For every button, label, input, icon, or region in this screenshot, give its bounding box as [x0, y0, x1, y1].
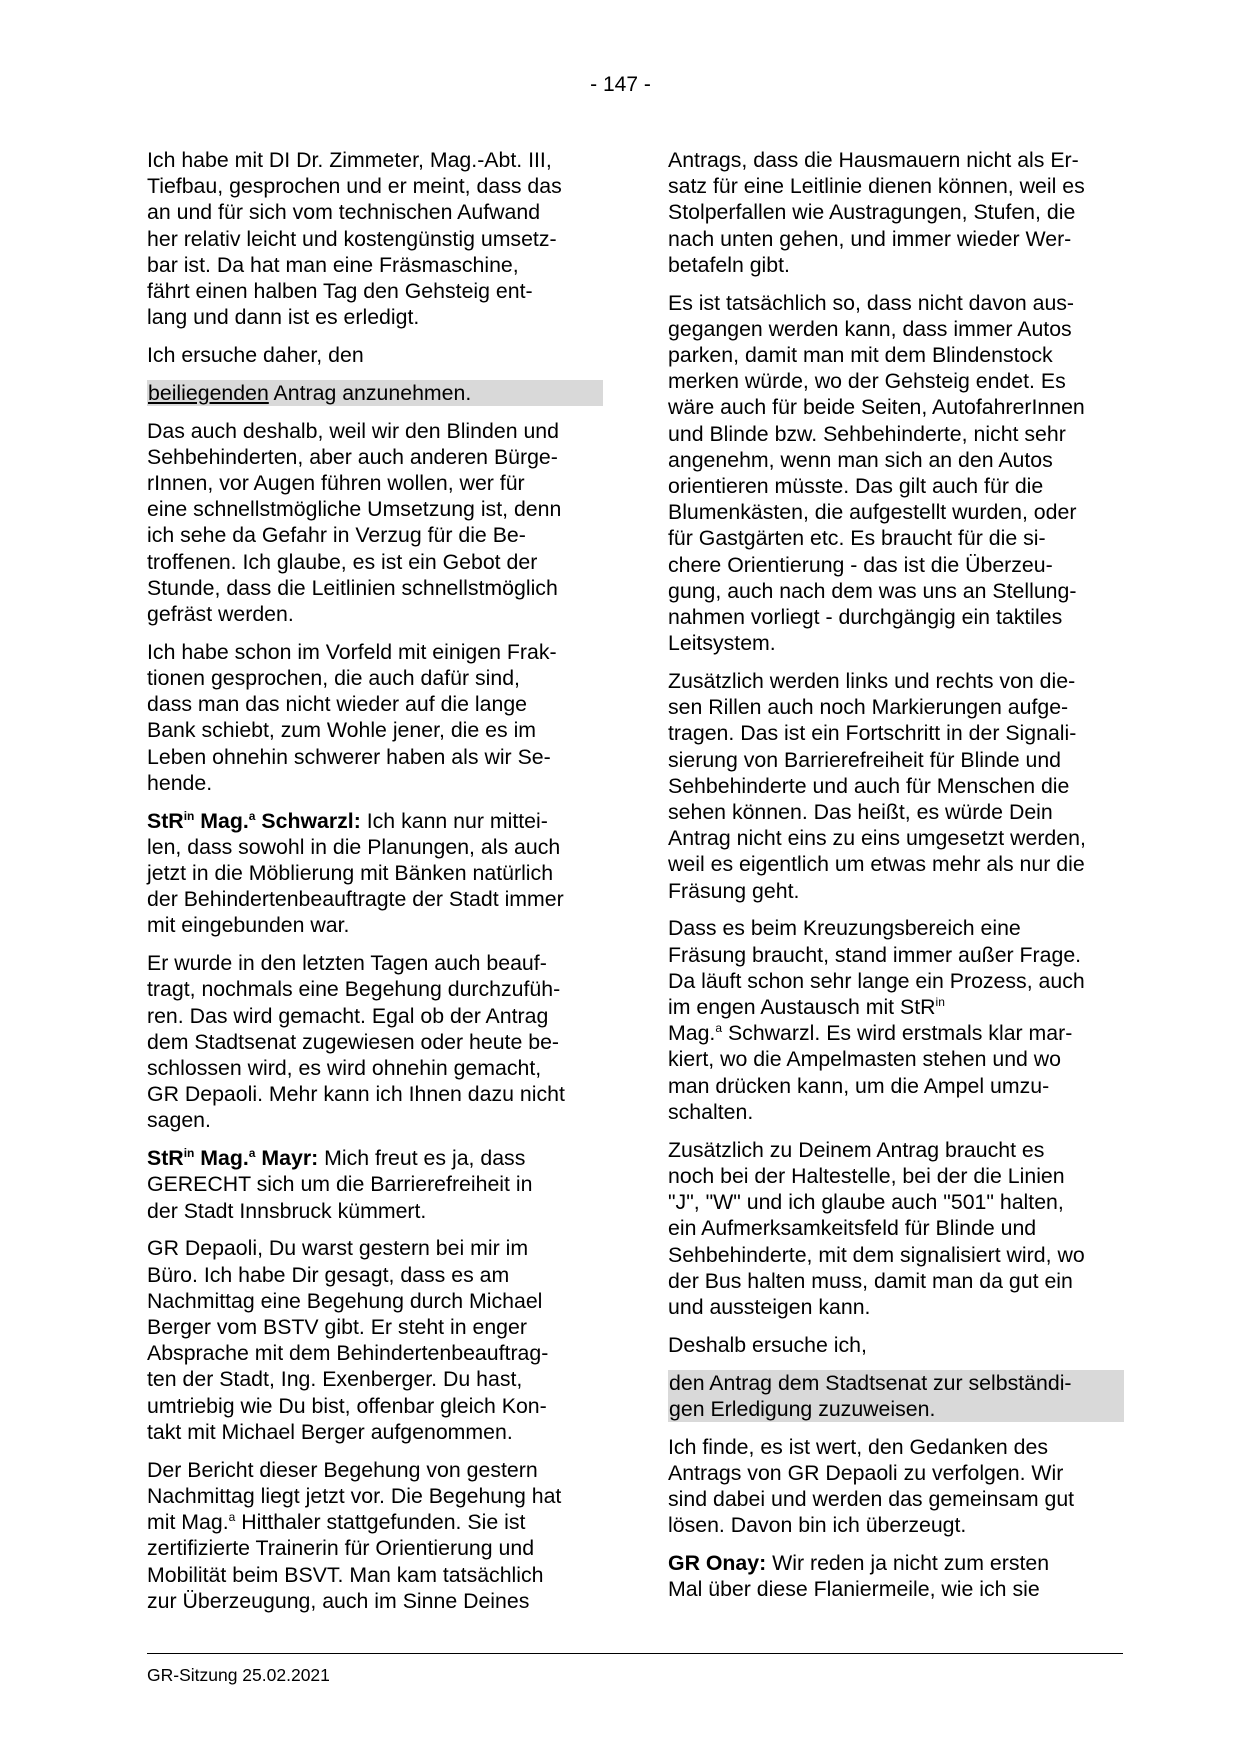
paragraph: Zusätzlich werden links und rechts von die- sen Rillen auch noch Markierungen aufge- tragen. Das ist ein Fortschritt in der Signali- sierung von Barrierefreiheit für Blinde und Sehbehinderte und auch für Menschen die sehen können. Das heißt, es würde Dein Antrag nicht eins zu eins umgesetzt werden, weil es eigentlich um etwas mehr als nur die Fräsung geht. — [668, 669, 1086, 903]
paragraph: Antrags, dass die Hausmauern nicht als Er- satz für eine Leitlinie dienen können, weil es Stolperfallen wie Austragungen, Stufen, die nach unten gehen, und immer wieder Wer- betafeln gibt. — [668, 148, 1085, 277]
footer-rule — [147, 1653, 1123, 1654]
footer-text: GR-Sitzung 25.02.2021 — [147, 1665, 330, 1685]
right-column — [668, 147, 1124, 1614]
speech-onay — [668, 1550, 1124, 1602]
paragraph: Er wurde in den letzten Tagen auch beauf- tragt, nochmals eine Begehung durchzufüh- ren. Das wird gemacht. Egal ob der Antrag dem Stadtsenat zugewiesen oder heute be- schlossen wird, es wird ohnehin gemacht, GR Depaoli. Mehr kann ich Ihnen dazu nicht sagen. — [147, 951, 565, 1133]
paragraph: GR Depaoli, Du warst gestern bei mir im Büro. Ich habe Dir gesagt, dass es am Nachmittag eine Begehung durch Michael Berger vom BSTV gibt. Er steht in enger Absprache mit dem Behindertenbeauftrag- ten der Stadt, Ing. Exenberger. Du hast, umtriebig wie Du bist, offenbar gleich Kon- takt mit Michael Berger aufgenommen. — [147, 1236, 549, 1444]
underlined-word: beiliegenden — [148, 380, 269, 405]
speech-schwarzl — [147, 808, 603, 939]
left-column — [147, 147, 603, 1626]
speech-text: Wir reden ja nicht zum ersten — [766, 1550, 1050, 1575]
paragraph: Es ist tatsächlich so, dass nicht davon aus- gegangen werden kann, dass immer Autos parken, damit man mit dem Blindenstock merken würde, wo der Gehsteig endet. Es wäre auch für beide Seiten, AutofahrerInnen und Blinde bzw. Sehbehinderte, nicht sehr angenehm, wenn man sich an den Autos orientieren müsste. Das gilt auch für die Blumenkästen, die aufgestellt wurden, oder für Gastgärten etc. Es braucht für die si- chere Orientierung - das ist die Überzeu- gung, auch nach dem was uns an Stellung- nahmen vorliegt - durchgängig ein taktiles Leitsystem. — [668, 290, 1085, 656]
speech-mayr — [147, 1145, 603, 1224]
speech-text: GERECHT sich um die Barrierefreiheit in der Stadt Innsbruck kümmert. — [147, 1172, 533, 1223]
page-number: - 147 - — [590, 73, 651, 96]
paragraph: Ich habe schon im Vorfeld mit einigen Frak- tionen gesprochen, die auch dafür sind, dass man das nicht wieder auf die lange Bank schiebt, zum Wohle jener, die es im Leben ohnehin schwerer haben als wir Se- hende. — [147, 639, 557, 795]
paragraph: Ich ersuche daher, den — [147, 343, 364, 368]
motion-request: den Antrag dem Stadtsenat zur selbständi- gen Erledigung zuzuweisen. — [668, 1370, 1124, 1422]
speech-text: len, dass sowohl in die Planungen, als auch jetzt in die Möblierung mit Bänken natürlich der Behindertenbeauftragte der Stadt immer mit eingebunden war. — [147, 834, 564, 938]
motion-request — [147, 380, 603, 406]
paragraph: Der Bericht dieser Begehung von gestern Nachmittag liegt jetzt vor. Die Begehung hat mit Mag.$^a$ Hitthaler stattgefunden. Sie ist zertifizierte Trainerin für Orientierung und Mobilität beim BSVT. Man kam tatsächlich zur Überzeugung, auch im Sinne Deines — [147, 1457, 562, 1613]
speech-text: Mich freut es ja, dass — [318, 1146, 526, 1171]
paragraph: Ich finde, es ist wert, den Gedanken des Antrags von GR Depaoli zu verfolgen. Wir sind dabei und werden das gemeinsam gut lösen. Davon bin ich überzeugt. — [668, 1434, 1075, 1538]
speech-text: Ich kann nur mittei- — [360, 808, 548, 833]
paragraph: Zusätzlich zu Deinem Antrag braucht es noch bei der Haltestelle, bei der die Linien "J", "W" und ich glaube auch "501" halten, ein Aufmerksamkeitsfeld für Blinde und Sehbehinderte, mit dem signalisiert wird, wo der Bus halten muss, damit man da gut ein und aussteigen kann. — [668, 1137, 1085, 1319]
speech-text: Mal über diese Flaniermeile, wie ich sie — [668, 1577, 1040, 1602]
paragraph: Deshalb ersuche ich, — [668, 1332, 867, 1357]
paragraph: Ich habe mit DI Dr. Zimmeter, Mag.-Abt. III, Tiefbau, gesprochen und er meint, dass das an und für sich vom technischen Aufwand her relativ leicht und kostengünstig umsetz- bar ist. Da hat man eine Fräsmaschine, fährt einen halben Tag den Gehsteig ent- lang und dann ist es erledigt. — [147, 148, 562, 330]
motion-text: Antrag anzunehmen. — [268, 380, 472, 405]
speaker-name: GR Onay: — [668, 1550, 767, 1575]
speaker-name: StR$^{in}$ Mag.$^a$ Mayr: — [147, 1146, 319, 1171]
speaker-name: StR$^{in}$ Mag.$^a$ Schwarzl: — [147, 808, 361, 833]
paragraph: Dass es beim Kreuzungsbereich eine Fräsung braucht, stand immer außer Frage. Da läuft schon sehr lange ein Prozess, auch im engen Austausch mit StR$^{in}$ Mag.$^a$ Schwarzl. Es wird erstmals klar mar- kiert, wo die Ampelmasten stehen und wo man drücken kann, um die Ampel umzu- schalten. — [668, 916, 1085, 1124]
paragraph: Das auch deshalb, weil wir den Blinden und Sehbehinderten, aber auch anderen Bürge- rInnen, vor Augen führen wollen, wer für eine schnellstmögliche Umsetzung ist, denn ich sehe da Gefahr in Verzug für die Be- troffenen. Ich glaube, es ist ein Gebot der Stunde, dass die Leitlinien schnellstmöglich gefräst werden. — [147, 418, 562, 627]
